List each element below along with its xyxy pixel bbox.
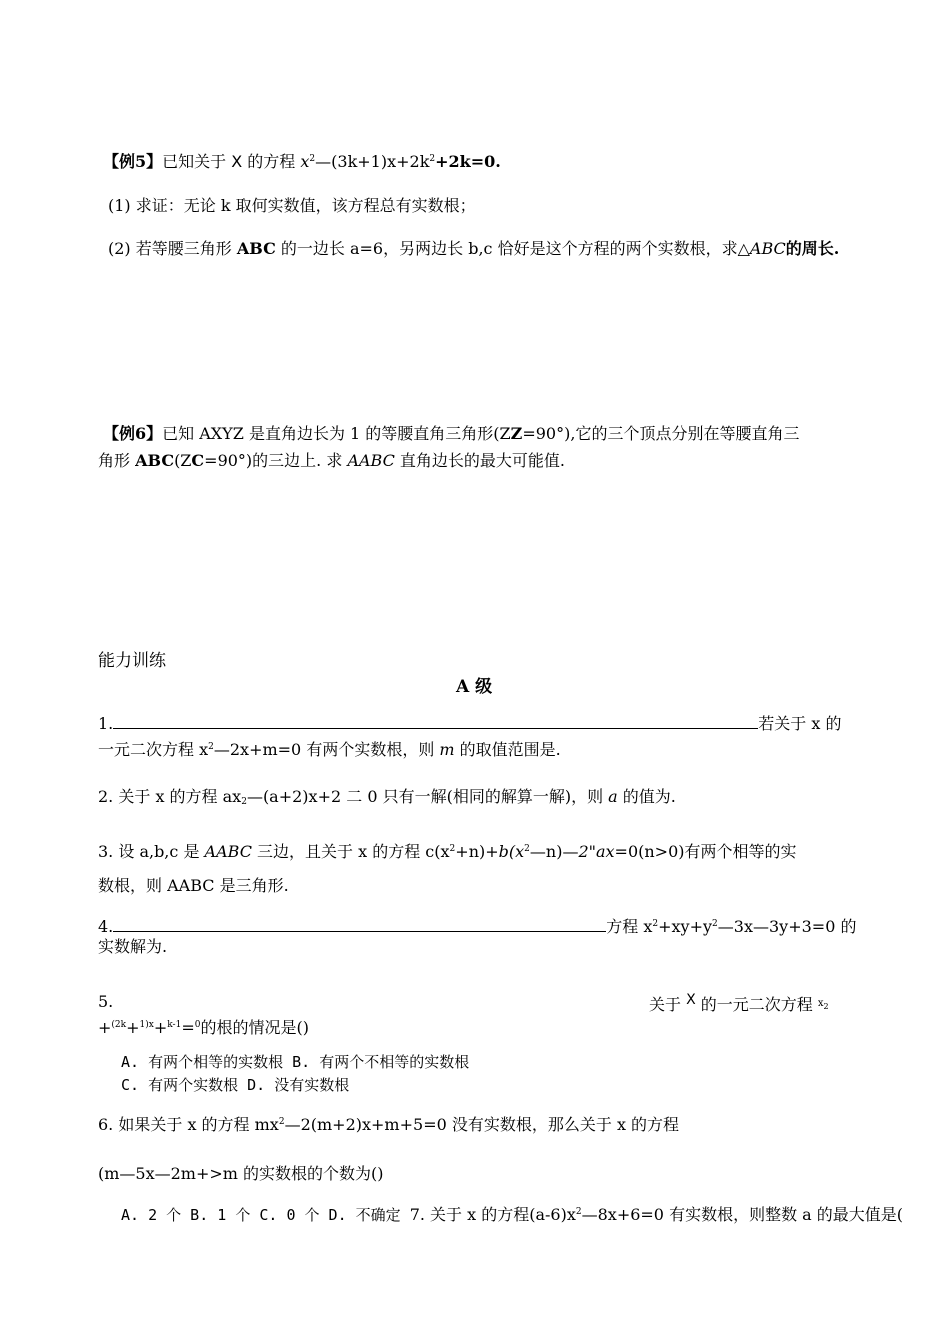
- question5-equation: +$^{(2k}$+$^{1)x}$+$^{k-1}$=$^0$的根的情况是(): [98, 1018, 309, 1037]
- question7-text: 7. 关于 x 的方程$(a-6)x^2—8x+6=0$ 有实数根，则整数 a 的最大值是(: [409, 1205, 904, 1224]
- question6-options: A. 2 个 B. 1 个 C. 0 个 D. 不确定: [121, 1206, 410, 1224]
- question5-options-cd: C. 有两个实数根 D. 没有实数根: [121, 1076, 350, 1094]
- question1-line2: 一元二次方程 $x^2—2x+m=0$ 有两个实数根，则 m 的取值范围是.: [98, 740, 561, 759]
- question6-options-and-question7: [121, 1201, 903, 1226]
- question3-line2: 数根，则 AABC 是三角形.: [98, 876, 289, 895]
- example6-line1: 【例6】已知 AXYZ 是直角边长为 1 的等腰直角三角形(ZZ=90°),它的三个顶点分别在等腰直角三: [103, 424, 800, 443]
- question5-number: 5.: [98, 992, 114, 1011]
- answer-blank: [113, 714, 758, 729]
- question2: 2. 关于 x 的方程 $ax_2—(a+2)x+2$ 二 0 只有一解(相同的解算一解)，则 a 的值为.: [98, 787, 676, 807]
- question1-number: 1.: [98, 714, 114, 733]
- example6-line2: 角形 ABC(ZC=90°)的三边上. 求 AABC 直角边长的最大可能值.: [98, 451, 566, 470]
- question6-line2: (m—5x—2m+>m 的实数根的个数为(): [98, 1164, 384, 1183]
- section-title: 能力训练: [98, 651, 166, 671]
- example6-tag: 【例6】: [103, 424, 163, 443]
- question5-options-ab: A. 有两个相等的实数根 B. 有两个不相等的实数根: [121, 1053, 470, 1071]
- question1-line1: 1. 若关于 x 的: [98, 714, 842, 733]
- example5-question2: (2) 若等腰三角形 ABC 的一边长 a=6，另两边长 b,c 恰好是这个方程的两个实数根，求△ABC的周长.: [108, 239, 840, 258]
- question4-line2: 实数解为.: [98, 937, 168, 956]
- question5-stem-right: 关于 X 的一元二次方程 $^x$2: [649, 992, 829, 1014]
- question3-line1: 3. 设 a,b,c 是 AABC 三边，且关于 x 的方程 $c(x^2+n)+b(x^2—n)—2"ax=0(n>0)$有两个相等的实: [98, 842, 797, 861]
- example5-question1: (1) 求证：无论 k 取何实数值，该方程总有实数根；: [108, 196, 476, 215]
- question4-line1: 4. 方程 $x^2+xy+y^2—3x—3y+3=0$ 的: [98, 917, 857, 936]
- answer-blank: [113, 917, 606, 932]
- question4-number: 4.: [98, 917, 114, 936]
- question6-line1: 6. 如果关于 x 的方程 $mx^2—2(m+2)x+m+5=0$ 没有实数根，那么关于 x 的方程: [98, 1115, 680, 1134]
- example5-tag: 【例5】: [103, 152, 163, 171]
- example5-statement: 【例5】已知关于 X 的方程 $x^2—(3k+1)x+2k^2+2k=0$.: [103, 152, 501, 171]
- level-heading: A 级: [456, 677, 493, 697]
